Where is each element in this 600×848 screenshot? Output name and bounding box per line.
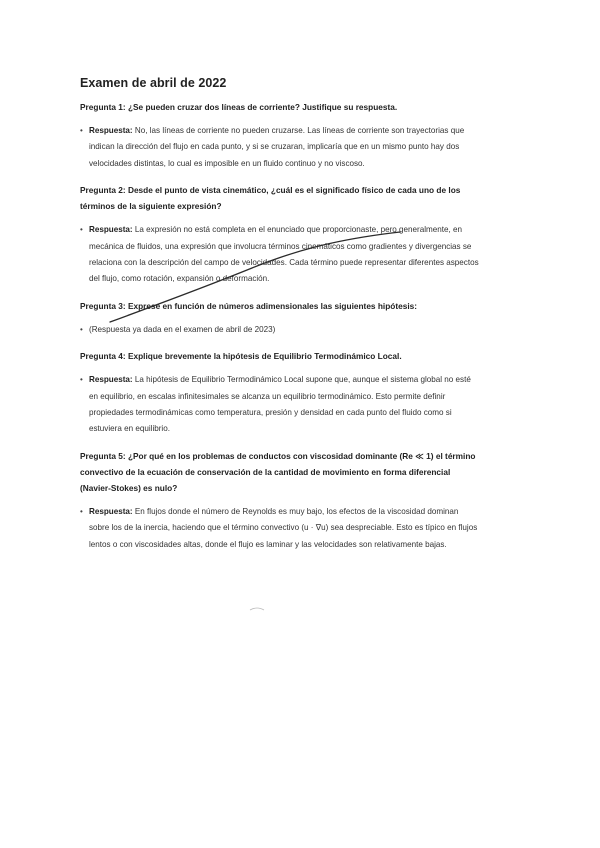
- question-3: Pregunta 3: Exprese en función de números adimensionales las siguientes hipótesis:: [80, 300, 418, 311]
- answer-text-4: La hipótesis de Equilibrio Termodinámico Local supone que, aunque el sistema global no esté en equilibrio, en escalas infinitesimales se alcanza un equilibrio termodinámico. Esto permite definir propiedades termodinámicas como temperatura, presión y densidad en cada punto del fluido como si estuviera en equilibrio.: [89, 375, 471, 434]
- answer-5: [80, 504, 480, 553]
- question-4: Pregunta 4: Explique brevemente la hipótesis de Equilibrio Termodinámico Local.: [80, 351, 402, 362]
- question-block-2: [80, 182, 480, 288]
- answer-text-2: La expresión no está completa en el enunciado que proporcionaste, pero generalmente, en mecánica de fluidos, una expresión que involucra términos cinemáticos como gradientes y divergencias se relaciona con la descripción del campo de velocidades. Cada término puede representar diferentes aspectos del flujo, como rotación, expansión o deformación.: [89, 225, 479, 284]
- answer-text-1: No, las líneas de corriente no pueden cruzarse. Las líneas de corriente son trayectorias que indican la dirección del flujo en cada punto, y si se cruzaran, implicaría que en un mismo punto hay dos velocidades distintas, lo cual es imposible en un fluido continuo y no viscoso.: [89, 126, 465, 168]
- question-1: Pregunta 1: ¿Se pueden cruzar dos líneas de corriente? Justifique su respuesta.: [80, 102, 398, 112]
- answer-4: [80, 372, 480, 438]
- answer-list-3: [80, 322, 480, 338]
- answer-label-4: Respuesta:: [89, 375, 133, 385]
- question-block-1: [80, 99, 480, 172]
- question-block-4: [80, 348, 480, 438]
- answer-2: [80, 222, 480, 288]
- answer-label-1: Respuesta:: [89, 126, 133, 135]
- answer-text-3: (Respuesta ya dada en el examen de abril de 2023): [89, 324, 276, 334]
- answer-text-5: En flujos donde el número de Reynolds es muy bajo, los efectos de la viscosidad dominan sobre los de la inercia, haciendo que el término convectivo (u · ∇u) sea despreciable. Esto es típico en flujos lentos o con viscosidades altas, donde el flujo es laminar y las velocidades son relativamente bajas.: [89, 506, 478, 549]
- answer-label-2: Respuesta:: [89, 225, 133, 235]
- answer-1: [80, 123, 480, 172]
- document-content: [80, 76, 480, 563]
- question-5: Pregunta 5: ¿Por qué en los problemas de conductos con viscosidad dominante (Re ≪ 1) el término convectivo de la ecuación de conservación de la cantidad de movimiento en forma diferencial (Navier-Stokes) es nulo?: [80, 450, 476, 493]
- answer-3: [80, 322, 480, 338]
- question-block-5: [80, 448, 480, 553]
- question-block-3: [80, 298, 480, 338]
- answer-list-2: [80, 222, 480, 288]
- question-2: Pregunta 2: Desde el punto de vista cinemático, ¿cuál es el significado físico de cada uno de los términos de la siguiente expresión?: [80, 185, 461, 212]
- answer-list-5: [80, 504, 480, 553]
- page-title: Examen de abril de 2022: [80, 76, 227, 90]
- answer-label-5: Respuesta:: [89, 506, 133, 516]
- pen-stroke-arc: [250, 608, 264, 610]
- answer-list-1: [80, 123, 480, 172]
- answer-list-4: [80, 372, 480, 438]
